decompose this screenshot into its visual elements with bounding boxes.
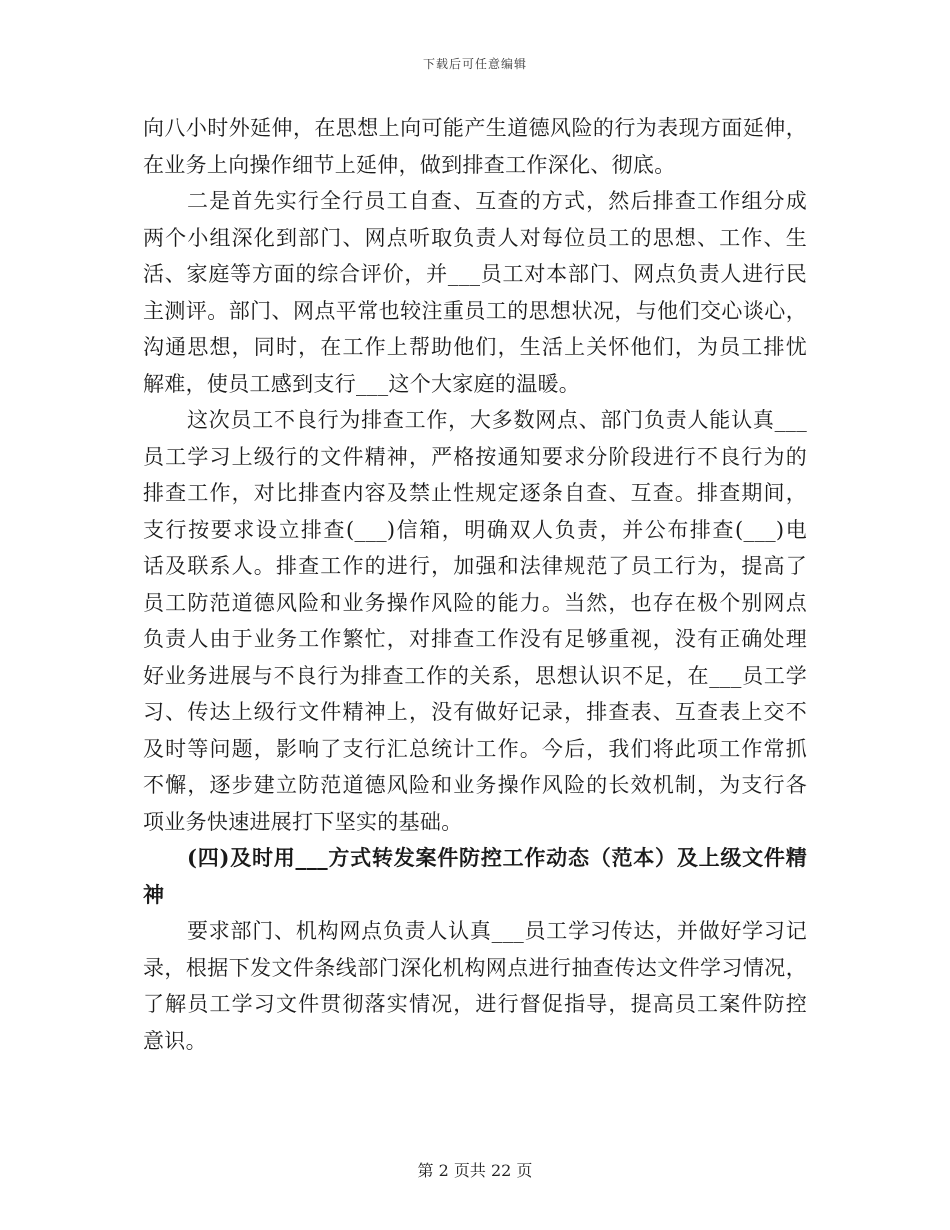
text-line: 主测评。部门、网点平常也较注重员工的思想状况，与他们交心谈心， — [143, 298, 807, 323]
text-line: 在业务上向操作细节上延伸，做到排查工作深化、彻底。 — [143, 152, 676, 177]
paragraph — [143, 402, 807, 840]
heading-line: 神 — [143, 881, 165, 907]
document-body — [143, 110, 807, 1059]
text-line: 这次员工不良行为排查工作，大多数网点、部门负责人能认真___ — [187, 408, 807, 432]
paragraph — [143, 183, 807, 402]
text-line: 员工学习上级行的文件精神，严格按通知要求分阶段进行不良行为的 — [143, 444, 807, 469]
text-line: 话及联系人。排查工作的进行，加强和法律规范了员工行为，提高了 — [143, 554, 807, 578]
paragraph — [143, 110, 807, 183]
paragraph — [143, 913, 807, 1059]
text-line: 负责人由于业务工作繁忙，对排查工作没有足够重视，没有正确处理 — [143, 627, 807, 651]
text-line: 好业务进展与不良行为排查工作的关系，思想认识不足，在___员工学 — [143, 663, 807, 688]
text-line: 解难，使员工感到支行___这个大家庭的温暖。 — [143, 371, 581, 396]
text-line: 习、传达上级行文件精神上，没有做好记录，排查表、互查表上交不 — [143, 700, 807, 724]
text-line: 员工防范道德风险和业务操作风险的能力。当然，也存在极个别网点 — [143, 590, 807, 615]
text-line: 支行按要求设立排查(___)信箱，明确双人负责，并公布排查(___)电 — [143, 517, 807, 542]
text-line: 不懈，逐步建立防范道德风险和业务操作风险的长效机制，为支行各 — [143, 773, 807, 797]
text-line: 沟通思想，同时，在工作上帮助他们，生活上关怀他们，为员工排忧 — [143, 335, 807, 359]
text-line: 了解员工学习文件贯彻落实情况，进行督促指导，提高员工案件防控 — [143, 992, 807, 1016]
heading-line: (四)及时用___方式转发案件防控工作动态（范本）及上级文件精 — [187, 845, 807, 870]
page-header: 下载后可任意编辑 — [422, 57, 527, 71]
text-line: 意识。 — [143, 1028, 207, 1053]
text-line: 向八小时外延伸，在思想上向可能产生道德风险的行为表现方面延伸， — [143, 116, 807, 140]
text-line: 要求部门、机构网点负责人认真___员工学习传达，并做好学习记 — [187, 919, 807, 943]
text-line: 及时等问题，影响了支行汇总统计工作。今后，我们将此项工作常抓 — [143, 736, 807, 761]
section-heading — [143, 840, 807, 913]
text-line: 两个小组深化到部门、网点听取负责人对每位员工的思想、工作、生 — [143, 225, 807, 250]
text-line: 二是首先实行全行员工自查、互查的方式，然后排查工作组分成 — [187, 189, 807, 213]
page-number: 第 2 页共 22 页 — [417, 1161, 533, 1180]
text-line: 排查工作，对比排查内容及禁止性规定逐条自查、互查。排查期间， — [143, 481, 807, 505]
text-line: 录，根据下发文件条线部门深化机构网点进行抽查传达文件学习情况， — [143, 955, 807, 980]
text-line: 项业务快速进展打下坚实的基础。 — [143, 809, 463, 834]
text-line: 活、家庭等方面的综合评价，并___员工对本部门、网点负责人进行民 — [143, 262, 807, 286]
